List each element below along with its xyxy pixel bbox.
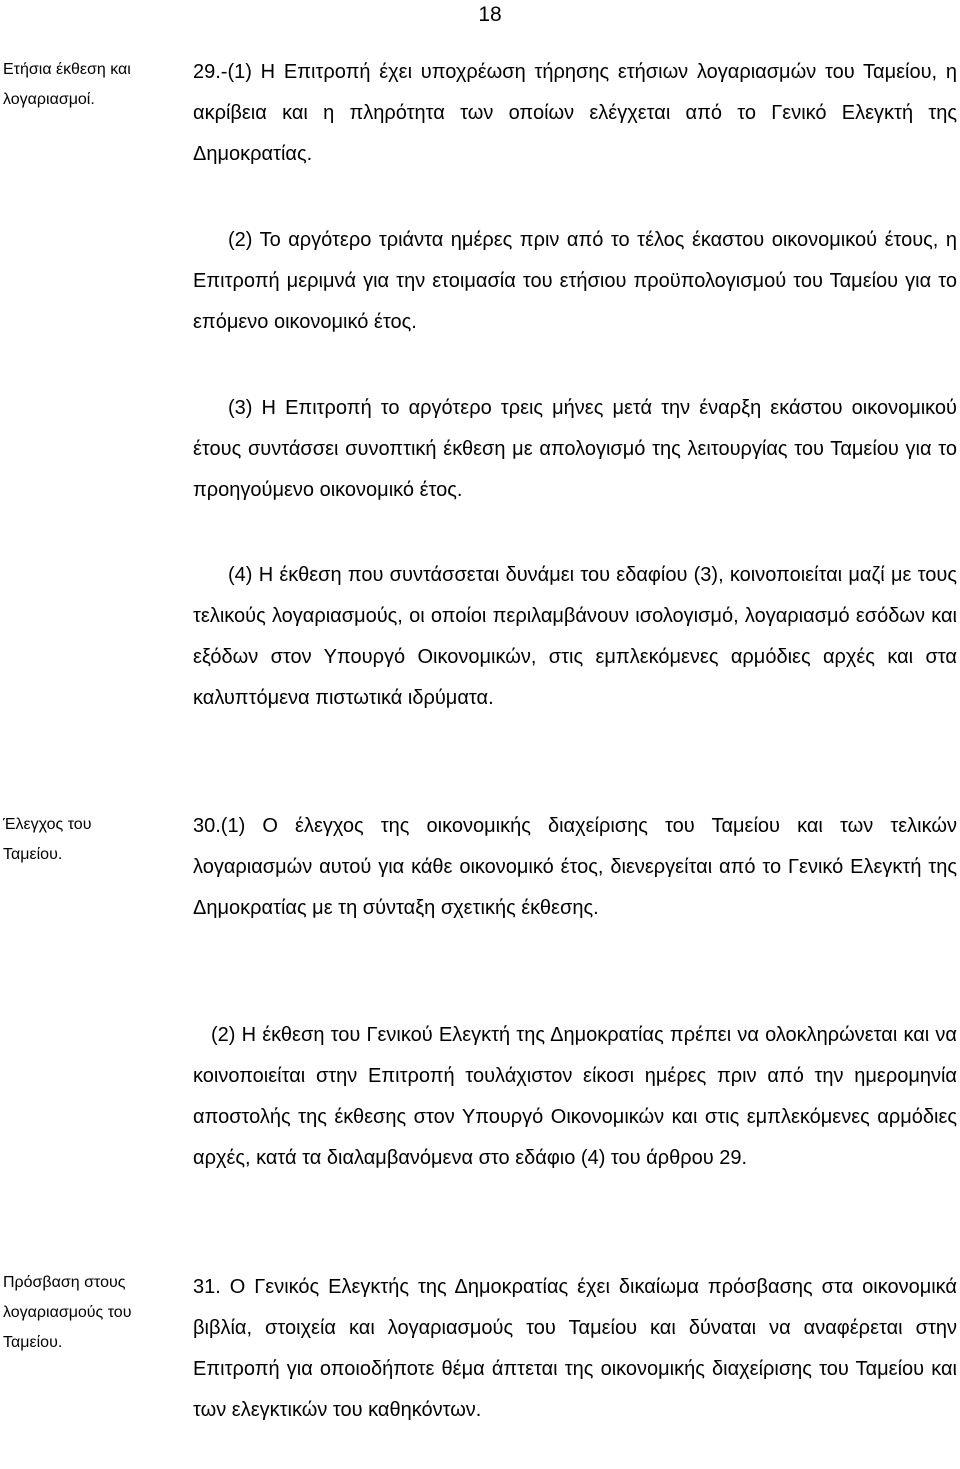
article-31-paragraph-1 (193, 1267, 957, 1431)
paragraph-text: (2) Το αργότερο τριάντα ημέρες πριν από το τέλος έκαστου οικονομικού έτους, η Επιτροπή μεριμνά για την ετοιμασία του ετήσιου προϋπολογισμού του Ταμείου για το επόμενο οικονομικό έτος. (193, 229, 957, 333)
paragraph-text: 30.(1) Ο έλεγχος της οικονομικής διαχείρισης του Ταμείου και των τελικών λογαριασμών αυτού για κάθε οικονομικό έτος, διενεργείται από το Γενικό Ελεγκτή της Δημοκρατίας με τη σύνταξη σχετικής έκθεσης. (193, 815, 957, 919)
paragraph-text: (2) Η έκθεση του Γενικού Ελεγκτή της Δημοκρατίας πρέπει να ολοκληρώνεται και να κοινοποιείται στην Επιτροπή τουλάχιστον είκοσι ημέρες πριν από την ημερομηνία αποστολής της έκθεσης στον Υπουργό Οικονομικών και στις εμπλεκόμενες αρμόδιες αρχές, κατά τα διαλαμβανόμενα στο εδάφιο (4) του άρθρου 29. (193, 1024, 957, 1169)
margin-note-fund-audit: Έλεγχος του Ταμείου. (3, 816, 92, 863)
paragraph-text: 31. Ο Γενικός Ελεγκτής της Δημοκρατίας έχει δικαίωμα πρόσβασης στα οικονομικά βιβλία, στοιχεία και λογαριασμούς του Ταμείου και δύναται να αναφέρεται στην Επιτροπή για οποιοδήποτε θέμα άπτεται της οικονομικής διαχείρισης του Ταμείου και των ελεγκτικών του καθηκόντων. (193, 1276, 957, 1421)
article-29-paragraph-1 (193, 52, 957, 175)
article-29-paragraph-4 (193, 555, 957, 719)
article-30-paragraph-2 (193, 1015, 957, 1179)
paragraph-text: (4) Η έκθεση που συντάσσεται δυνάμει του εδαφίου (3), κοινοποιείται μαζί με τους τελικούς λογαριασμούς, οι οποίοι περιλαμβάνουν ισολογισμό, λογαριασμό εσόδων και εξόδων στον Υπουργό Οικονομικών, στις εμπλεκόμενες αρμόδιες αρχές και στα καλυπτόμενα πιστωτικά ιδρύματα. (193, 564, 957, 709)
paragraph-text: (3) Η Επιτροπή το αργότερο τρεις μήνες μετά την έναρξη εκάστου οικονομικού έτους συντάσσει συνοπτική έκθεση με απολογισμό της λειτουργίας του Ταμείου για το προηγούμενο οικονομικό έτος. (193, 397, 957, 501)
page-number: 18 (478, 3, 502, 26)
margin-note-account-access: Πρόσβαση στους λογαριασμούς του Ταμείου. (3, 1274, 132, 1351)
margin-note-annual-report: Ετήσια έκθεση και λογαριασμοί. (3, 61, 131, 108)
article-29-paragraph-2 (193, 220, 957, 343)
paragraph-text: 29.-(1) Η Επιτροπή έχει υποχρέωση τήρησης ετήσιων λογαριασμών του Ταμείου, η ακρίβεια και η πληρότητα των οποίων ελέγχεται από το Γενικό Ελεγκτή της Δημοκρατίας. (193, 61, 957, 165)
article-29-paragraph-3 (193, 388, 957, 511)
article-30-paragraph-1 (193, 806, 957, 929)
